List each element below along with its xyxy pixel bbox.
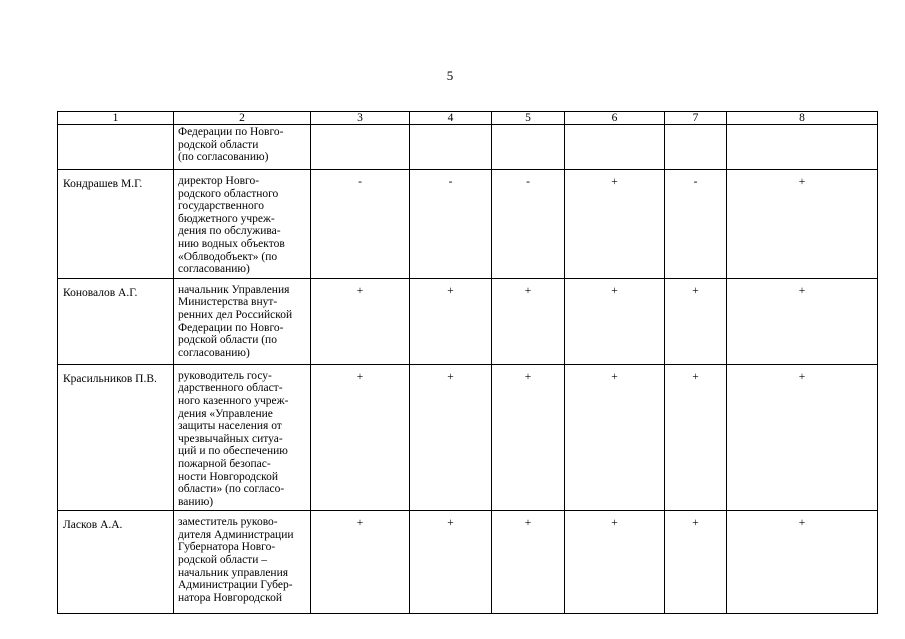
mark-cell: + xyxy=(410,278,492,364)
mark-cell: - xyxy=(665,170,727,279)
mark-cell: + xyxy=(565,364,665,511)
mark-cell: + xyxy=(492,364,565,511)
mark-cell: + xyxy=(665,511,727,614)
column-number: 4 xyxy=(410,112,492,125)
mark-cell: + xyxy=(410,364,492,511)
mark-cell xyxy=(492,125,565,170)
mark-cell: + xyxy=(565,511,665,614)
member-position: начальник Управления Министерства внут- ренних дел Российской Федерации по Новго- родской области (по согласованию) xyxy=(174,278,311,364)
members-table xyxy=(57,111,878,614)
table-row xyxy=(58,511,878,614)
mark-cell xyxy=(727,125,878,170)
mark-cell: + xyxy=(492,278,565,364)
mark-cell: + xyxy=(492,511,565,614)
member-name xyxy=(58,125,174,170)
column-number: 7 xyxy=(665,112,727,125)
mark-cell: + xyxy=(311,364,410,511)
mark-cell: + xyxy=(727,511,878,614)
column-number: 8 xyxy=(727,112,878,125)
mark-cell: + xyxy=(311,278,410,364)
mark-cell: + xyxy=(565,278,665,364)
table-row xyxy=(58,170,878,279)
table-row xyxy=(58,125,878,170)
member-name: Красильников П.В. xyxy=(58,364,174,511)
mark-cell: - xyxy=(311,170,410,279)
table-row xyxy=(58,364,878,511)
member-name: Ласков А.А. xyxy=(58,511,174,614)
mark-cell xyxy=(665,125,727,170)
mark-cell: + xyxy=(565,170,665,279)
table-row xyxy=(58,278,878,364)
mark-cell xyxy=(565,125,665,170)
mark-cell: + xyxy=(727,278,878,364)
member-position: директор Новго- родского областного государственного бюджетного учреж- дения по обслужива- нию водных объектов «Облводобъект» (по согласованию) xyxy=(174,170,311,279)
member-name: Коновалов А.Г. xyxy=(58,278,174,364)
page-number: 5 xyxy=(446,68,454,83)
mark-cell: + xyxy=(665,364,727,511)
mark-cell: + xyxy=(665,278,727,364)
mark-cell: + xyxy=(727,364,878,511)
member-name: Кондрашев М.Г. xyxy=(58,170,174,279)
mark-cell: + xyxy=(727,170,878,279)
column-number: 5 xyxy=(492,112,565,125)
mark-cell: - xyxy=(410,170,492,279)
column-number: 6 xyxy=(565,112,665,125)
mark-cell: + xyxy=(311,511,410,614)
member-position: заместитель руково- дителя Администрации Губернатора Новго- родской области – начальник управления Администрации Губер- натора Новгородской xyxy=(174,511,311,614)
member-position: Федерации по Новго- родской области (по согласованию) xyxy=(174,125,311,170)
column-number: 3 xyxy=(311,112,410,125)
mark-cell: + xyxy=(410,511,492,614)
mark-cell xyxy=(311,125,410,170)
column-number-row xyxy=(58,112,878,125)
member-position: руководитель госу- дарственного област- ного казенного учреж- дения «Управление защиты населения от чрезвычайных ситуа- ций и по обеспечению пожарной безопас- ности Новгородской области» (по согласо- ванию) xyxy=(174,364,311,511)
column-number: 2 xyxy=(174,112,311,125)
column-number: 1 xyxy=(58,112,174,125)
mark-cell: - xyxy=(492,170,565,279)
mark-cell xyxy=(410,125,492,170)
